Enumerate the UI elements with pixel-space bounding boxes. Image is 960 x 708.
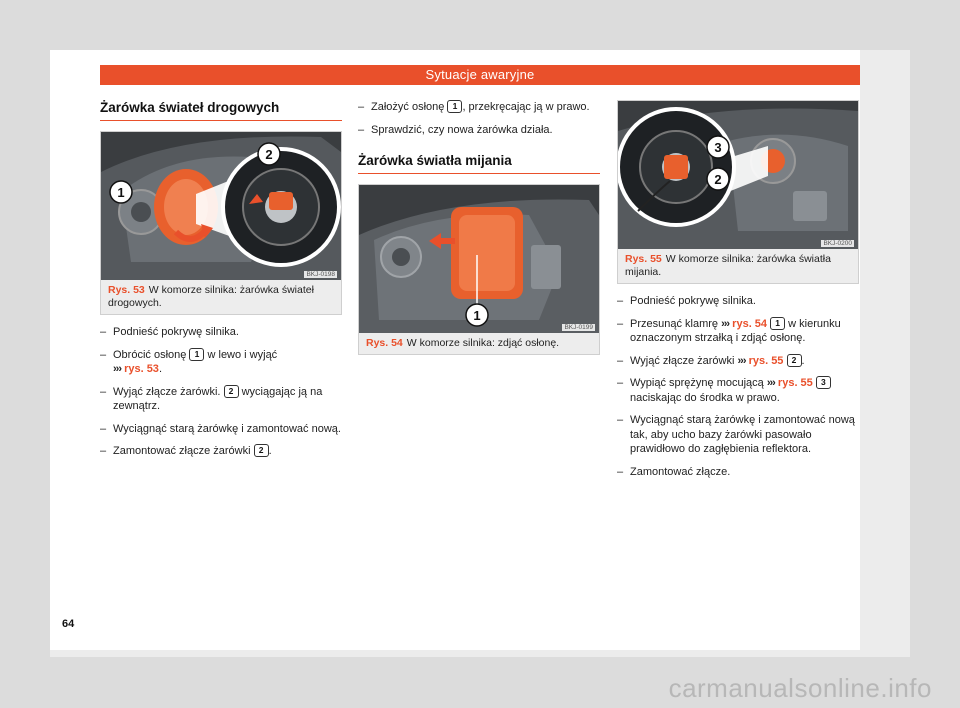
left-column	[100, 100, 342, 467]
cross-reference-link[interactable]: rys. 55	[777, 377, 813, 389]
list-item: – Zamontować złącze.	[617, 465, 859, 480]
step-list-high-beam	[100, 325, 342, 459]
chapter-header: Sytuacje awaryjne	[100, 65, 860, 85]
figure-code: BKJ-0198	[306, 271, 335, 278]
callout-badge: 1	[189, 348, 204, 361]
callout-3: 3	[714, 140, 722, 155]
cross-reference-link[interactable]: rys. 54	[732, 317, 768, 330]
figure-ref: Rys. 53	[108, 284, 145, 296]
headlamp-illustration-55	[618, 101, 858, 249]
headlamp-photo-54	[359, 185, 599, 333]
chevron-icon: ›››	[721, 317, 730, 330]
headlamp-illustration-53	[101, 132, 341, 280]
list-item: – Sprawdzić, czy nowa żarówka działa.	[358, 123, 600, 138]
figure-code: BKJ-0200	[823, 240, 852, 247]
figure-caption-54	[359, 333, 599, 354]
figure-ref: Rys. 54	[366, 337, 403, 349]
step-list-high-beam-cont	[358, 100, 600, 137]
callout-badge: 2	[787, 354, 802, 367]
list-item: – Założyć osłonę 1 , przekręcając ją w prawo.	[358, 100, 600, 115]
section-title-low-beam: Żarówka światła mijania	[358, 153, 600, 174]
middle-column	[358, 100, 600, 355]
caption-text: W komorze silnika: zdjąć osłonę.	[406, 337, 560, 349]
list-item: – Wyjąć złącze żarówki. 2 wyciągając ją na zewnątrz.	[100, 385, 342, 414]
chevron-icon: ›››	[737, 354, 746, 367]
watermark: carmanualsonline.info	[668, 673, 932, 703]
callout-badge: 2	[224, 385, 239, 398]
figure-caption-55	[618, 249, 858, 283]
caption-text: W komorze silnika: żarówka światła mijania.	[625, 253, 831, 278]
callout-2: 2	[714, 172, 722, 187]
list-item: – Wyjąć złącze żarówki ››› rys. 55 2 .	[617, 354, 859, 369]
list-item: – Wyciągnąć starą żarówkę i zamontować nową.	[100, 422, 342, 437]
callout-1: 1	[117, 185, 125, 200]
figure-55	[617, 100, 859, 284]
list-item: – Obrócić osłonę 1 w lewo i wyjąć ››› rys. 53.	[100, 348, 342, 377]
caption-text: W komorze silnika: żarówka świateł drogowych.	[108, 284, 314, 309]
figure-53	[100, 131, 342, 315]
list-item: – Podnieść pokrywę silnika.	[100, 325, 342, 340]
list-item: – Podnieść pokrywę silnika.	[617, 294, 859, 309]
cross-reference-link[interactable]: rys. 53	[124, 363, 159, 375]
step-list-low-beam	[617, 294, 859, 479]
callout-badge: 1	[770, 317, 785, 330]
callout-1: 1	[473, 308, 481, 323]
callout-badge: 1	[447, 100, 462, 113]
figure-caption-53	[101, 280, 341, 314]
list-item: – Zamontować złącze żarówki 2 .	[100, 444, 342, 459]
callout-2: 2	[265, 147, 273, 162]
cross-reference-link[interactable]: rys. 55	[748, 354, 784, 367]
list-item: – Wyciągnąć starą żarówkę i zamontować nową tak, aby ucho bazy żarówki pasowało prawidłowo do zagłębienia reflektora.	[617, 413, 859, 457]
list-item: – Przesunąć klamrę ››› rys. 54 1 w kierunku oznaczonym strzałką i zdjąć osłonę.	[617, 317, 859, 346]
figure-code: BKJ-0199	[564, 324, 593, 331]
callout-badge: 2	[254, 444, 269, 457]
page-number: 64	[62, 618, 75, 630]
list-item: – Wypiąć sprężynę mocującą ››› rys. 55 3 naciskając do środka w prawo.	[617, 376, 859, 405]
right-column	[617, 100, 859, 487]
chevron-icon: ›››	[766, 377, 775, 389]
headlamp-photo-53	[101, 132, 341, 280]
figure-ref: Rys. 55	[625, 253, 662, 265]
headlamp-illustration-54	[359, 185, 599, 333]
figure-54	[358, 184, 600, 355]
chevron-icon: ›››	[113, 363, 121, 375]
section-title-high-beam: Żarówka świateł drogowych	[100, 100, 342, 121]
headlamp-photo-55	[618, 101, 858, 249]
callout-badge: 3	[816, 376, 831, 389]
